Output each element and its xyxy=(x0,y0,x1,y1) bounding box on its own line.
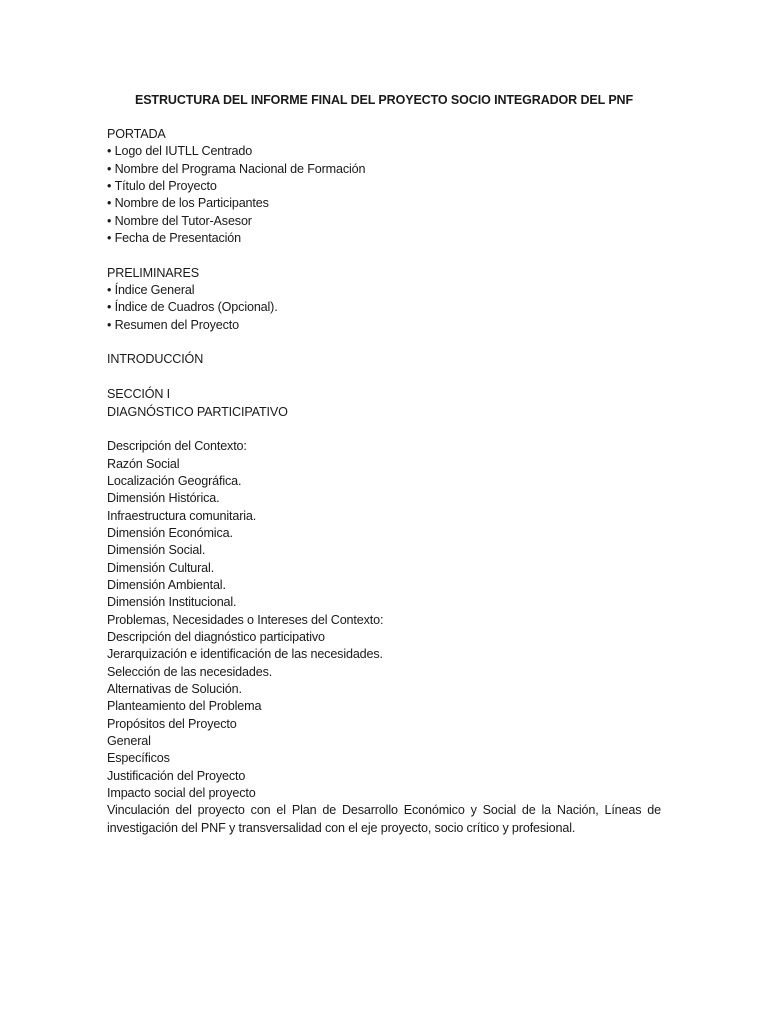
seccion-line: Dimensión Cultural. xyxy=(107,560,215,575)
closing-paragraph: Vinculación del proyecto con el Plan de Desarrollo Económico y Social de la Nación, Líneas de investigación del PNF y transversalidad con el eje proyecto, socio crítico y profesional. xyxy=(107,803,661,835)
seccion-line: Problemas, Necesidades o Intereses del Contexto: xyxy=(107,612,384,627)
section-spacer xyxy=(107,247,661,264)
seccion-heading: SECCIÓN I xyxy=(107,387,171,402)
seccion-line: Jerarquización e identificación de las necesidades. xyxy=(107,647,383,662)
seccion-line: Dimensión Económica. xyxy=(107,525,233,540)
seccion-line: Dimensión Social. xyxy=(107,543,206,558)
document-title: ESTRUCTURA DEL INFORME FINAL DEL PROYECTO SOCIO INTEGRADOR DEL PNF xyxy=(134,93,634,107)
section-spacer xyxy=(107,369,661,386)
seccion-line: Infraestructura comunitaria. xyxy=(107,508,257,523)
seccion-line: Específicos xyxy=(107,751,170,766)
portada-item: • Título del Proyecto xyxy=(107,178,661,195)
seccion-subheading: DIAGNÓSTICO PARTICIPATIVO xyxy=(107,404,288,419)
seccion-line: Descripción del Contexto: xyxy=(107,439,247,454)
seccion-line: Planteamiento del Problema xyxy=(107,699,262,714)
seccion-line: Dimensión Institucional. xyxy=(107,595,237,610)
seccion-line: Descripción del diagnóstico participativo xyxy=(107,629,325,644)
preliminares-item: • Índice General xyxy=(107,282,661,299)
seccion-line: Dimensión Ambiental. xyxy=(107,577,226,592)
seccion-line: Propósitos del Proyecto xyxy=(107,716,237,731)
preliminares-item: • Resumen del Proyecto xyxy=(107,317,661,334)
portada-item: • Nombre de los Participantes xyxy=(107,195,661,212)
seccion-line: Selección de las necesidades. xyxy=(107,664,273,679)
section-spacer xyxy=(107,334,661,351)
seccion-line: Alternativas de Solución. xyxy=(107,682,242,696)
section-spacer xyxy=(107,421,661,438)
seccion-line: Localización Geográfica. xyxy=(107,473,242,488)
portada-item: • Nombre del Tutor-Asesor xyxy=(107,213,661,230)
introduccion-heading: INTRODUCCIÓN xyxy=(107,352,204,367)
seccion-line: Justificación del Proyecto xyxy=(107,768,246,783)
seccion-line: Razón Social xyxy=(107,456,180,471)
preliminares-item: • Índice de Cuadros (Opcional). xyxy=(107,299,661,316)
portada-item: • Fecha de Presentación xyxy=(107,230,661,247)
portada-item: • Nombre del Programa Nacional de Formación xyxy=(107,161,661,178)
seccion-line: General xyxy=(107,734,151,749)
seccion-line: Impacto social del proyecto xyxy=(107,786,256,801)
portada-item: • Logo del IUTLL Centrado xyxy=(107,143,661,160)
seccion-line: Dimensión Histórica. xyxy=(107,491,220,506)
portada-heading: PORTADA xyxy=(107,127,166,141)
preliminares-heading: PRELIMINARES xyxy=(107,265,199,280)
document-body xyxy=(107,126,661,837)
